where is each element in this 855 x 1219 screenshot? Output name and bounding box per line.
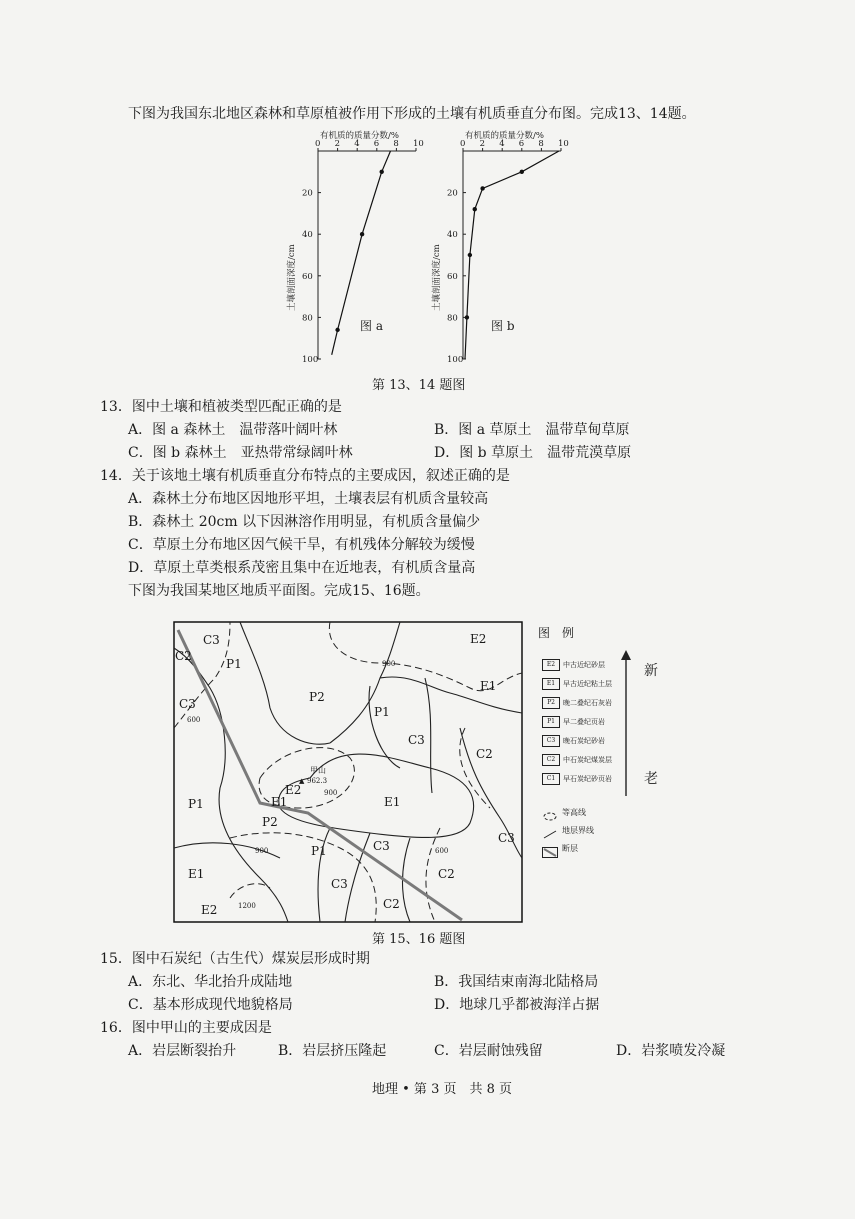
q14-option-a: A．森林土分布地区因地形平坦，土壤表层有机质含量较高 — [128, 491, 489, 507]
chart-y-tick-label: 100 — [447, 355, 464, 365]
question-16-stem: 16．图中甲山的主要成因是 — [100, 1020, 272, 1036]
legend-item-code: C2 — [542, 754, 560, 766]
legend-item — [542, 711, 605, 730]
q13-option-b: B．图 a 草原土 温带草甸草原 — [434, 422, 630, 438]
chart-ylabel: 土壤剖面深度/cm — [432, 244, 442, 311]
legend-item-code: P1 — [542, 716, 560, 728]
legend-fault-icon — [542, 843, 558, 854]
legend-item-label: 早二叠纪页岩 — [563, 717, 605, 726]
map-legend — [538, 620, 678, 860]
label-e1-s: E1 — [271, 795, 288, 809]
legend-item-label: 早古近纪粘土层 — [563, 679, 612, 688]
label-c2-r: C2 — [476, 747, 493, 761]
legend-contour-icon — [542, 807, 558, 818]
chart-caption: 图 b — [491, 318, 515, 333]
chart-y-tick-label: 40 — [447, 230, 458, 241]
label-c3-b2: C3 — [331, 877, 348, 891]
peak-name: 甲山 — [310, 766, 326, 775]
chart-x-tick-label: 10 — [558, 139, 569, 149]
chart-x-tick-label: 2 — [479, 139, 486, 149]
label-e2-s: E2 — [285, 783, 302, 797]
legend-item — [542, 749, 612, 768]
label-c2-b: C2 — [383, 897, 400, 911]
label-p1-b: P1 — [311, 844, 327, 858]
chart-ylabel: 土壤剖面深度/cm — [287, 244, 297, 311]
chart-b — [431, 130, 569, 365]
chart-xlabel: 有机质的质量分数/% — [465, 131, 544, 141]
legend-title: 图 例 — [538, 626, 575, 640]
contour-label-600a: 600 — [187, 716, 201, 724]
figure-caption-13-14: 第 13、14 题图 — [372, 378, 466, 393]
chart-y-tick-label: 60 — [447, 271, 458, 282]
legend-item-code: C3 — [542, 735, 560, 747]
legend-new-label: 新 — [644, 663, 658, 679]
q14-option-d: D．草原土草类根系茂密且集中在近地表，有机质含量高 — [128, 560, 476, 576]
chart-point — [520, 170, 524, 174]
label-c3-m: C3 — [408, 733, 425, 747]
q16-option-a: A．岩层断裂抬升 — [128, 1043, 237, 1059]
legend-item — [542, 654, 605, 673]
q16-option-b: B．岩层挤压隆起 — [278, 1043, 387, 1059]
label-c3-rr: C3 — [498, 831, 515, 845]
label-c2-l: C2 — [175, 649, 192, 663]
q13-option-d: D．图 b 草原土 温带荒漠草原 — [434, 445, 632, 461]
chart-point — [465, 315, 469, 319]
strata-labels — [175, 632, 515, 917]
legend-item — [542, 692, 612, 711]
chart-x-tick-label: 10 — [413, 139, 424, 149]
peak-marker-icon: ▲ — [299, 777, 305, 785]
legend-item-label: 中古近纪砂层 — [563, 660, 605, 669]
q14-option-b: B．森林土 20cm 以下因淋溶作用明显，有机质含量偏少 — [128, 514, 481, 530]
soil-charts — [270, 128, 590, 368]
geologic-map — [170, 618, 530, 928]
legend-item-code: E1 — [542, 678, 560, 690]
chart-y-tick-label: 20 — [447, 188, 458, 199]
chart-y-tick-label: 20 — [302, 188, 313, 199]
chart-point — [473, 207, 477, 211]
label-c3-b: C3 — [373, 839, 390, 853]
legend-item-label: 晚石炭纪砂岩 — [563, 736, 605, 745]
chart-x-tick-label: 8 — [393, 139, 399, 149]
chart-x-tick-label: 4 — [499, 139, 505, 149]
chart-x-tick-label: 6 — [373, 139, 380, 149]
label-c3-tl: C3 — [203, 633, 220, 647]
q16-option-d: D．岩浆喷发冷凝 — [616, 1043, 726, 1059]
question-13-stem: 13．图中土壤和植被类型匹配正确的是 — [100, 399, 342, 415]
peak-elevation: 962.3 — [307, 777, 328, 785]
chart-x-tick-label: 8 — [538, 139, 544, 149]
question-15-stem: 15．图中石炭纪（古生代）煤炭层形成时期 — [100, 951, 370, 967]
chart-y-tick-label: 40 — [302, 230, 313, 241]
label-p2-b: P2 — [262, 815, 278, 829]
chart-point — [480, 186, 484, 190]
legend-item-label: 中石炭纪煤炭层 — [563, 755, 612, 764]
chart-point — [468, 253, 472, 257]
chart-point — [380, 170, 384, 174]
intro-text-13-14: 下图为我国东北地区森林和草原植被作用下形成的土壤有机质垂直分布图。完成13、14题。 — [128, 106, 696, 122]
contour-label-900c: 900 — [255, 847, 269, 855]
legend-boundary-label: 地层界线 — [562, 826, 594, 835]
chart-caption: 图 a — [360, 318, 383, 333]
label-e1-r: E1 — [480, 679, 497, 693]
label-e1-bl: E1 — [188, 867, 205, 881]
chart-y-tick-label: 80 — [447, 313, 458, 324]
chart-x-tick-label: 0 — [315, 139, 321, 149]
label-p1-l: P1 — [188, 797, 204, 811]
figure-caption-15-16: 第 15、16 题图 — [372, 932, 466, 947]
legend-boundary-icon — [542, 825, 558, 836]
label-e2-tr: E2 — [470, 632, 487, 646]
chart-x-tick-label: 6 — [518, 139, 525, 149]
legend-item-label: 早石炭纪砂页岩 — [563, 774, 612, 783]
contour-label-600b: 600 — [435, 847, 449, 855]
label-c3-l: C3 — [179, 697, 196, 711]
legend-item — [542, 673, 612, 692]
contour-label-900b: 900 — [324, 789, 338, 797]
q15-option-c: C．基本形成现代地貌格局 — [128, 997, 293, 1013]
contour-label-1200: 1200 — [238, 902, 256, 910]
legend-item — [542, 730, 605, 749]
chart-point — [360, 232, 364, 236]
legend-old-label: 老 — [644, 771, 658, 787]
legend-item — [542, 768, 612, 787]
chart-x-tick-label: 2 — [334, 139, 341, 149]
q15-option-b: B．我国结束南海北陆格局 — [434, 974, 599, 990]
q15-option-a: A．东北、华北抬升成陆地 — [128, 974, 293, 990]
label-c2-br: C2 — [438, 867, 455, 881]
legend-fault-label: 断层 — [562, 844, 578, 853]
chart-y-tick-label: 80 — [302, 313, 313, 324]
legend-item-code: E2 — [542, 659, 560, 671]
legend-item-code: P2 — [542, 697, 560, 709]
label-e1-c: E1 — [384, 795, 401, 809]
page-footer: 地理 • 第 3 页 共 8 页 — [372, 1082, 513, 1097]
legend-item-label: 晚二叠纪石灰岩 — [563, 698, 612, 707]
q15-option-d: D．地球几乎都被海洋占据 — [434, 997, 600, 1013]
q13-option-a: A．图 a 森林土 温带落叶阔叶林 — [128, 422, 338, 438]
label-p1-m: P1 — [374, 705, 390, 719]
q16-option-c: C．岩层耐蚀残留 — [434, 1043, 543, 1059]
label-p2-c: P2 — [309, 690, 325, 704]
legend-item-code: C1 — [542, 773, 560, 785]
q13-option-c: C．图 b 森林土 亚热带常绿阔叶林 — [128, 445, 353, 461]
intro-text-15-16: 下图为我国某地区地质平面图。完成15、16题。 — [128, 583, 430, 599]
chart-x-tick-label: 0 — [460, 139, 466, 149]
chart-y-tick-label: 60 — [302, 271, 313, 282]
label-p1-t: P1 — [226, 657, 242, 671]
chart-xlabel: 有机质的质量分数/% — [320, 131, 399, 141]
q14-option-c: C．草原土分布地区因气候干旱，有机残体分解较为缓慢 — [128, 537, 475, 553]
label-e2-bl: E2 — [201, 903, 218, 917]
chart-a — [286, 130, 424, 365]
chart-y-tick-label: 100 — [302, 355, 319, 365]
contour-label-900a: 900 — [382, 660, 396, 668]
chart-point — [335, 328, 339, 332]
question-14-stem: 14．关于该地土壤有机质垂直分布特点的主要成因，叙述正确的是 — [100, 468, 510, 484]
age-arrow-icon — [620, 650, 632, 796]
legend-contour-label: 等高线 — [562, 808, 586, 817]
chart-x-tick-label: 4 — [354, 139, 360, 149]
fault-line — [178, 630, 462, 920]
